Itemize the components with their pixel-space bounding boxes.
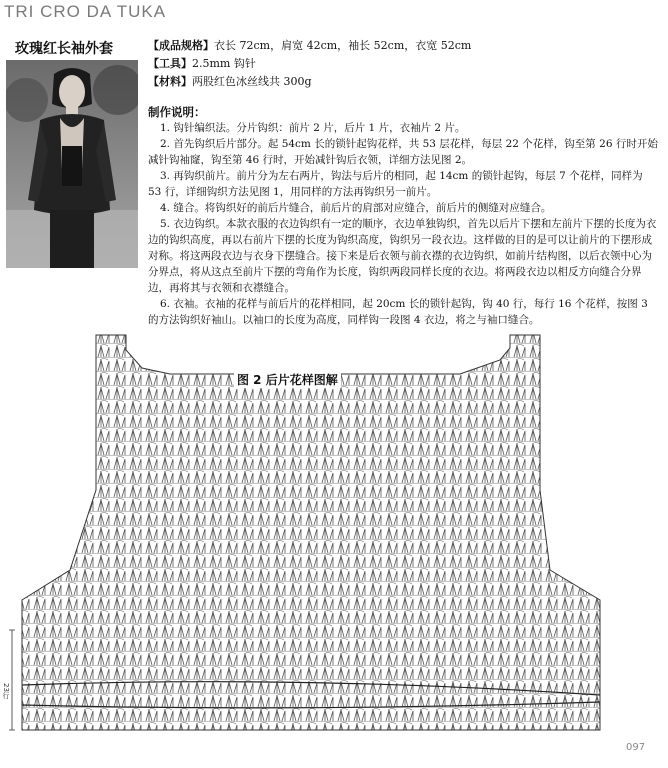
instruction-step: 1. 钩针编织法。分片钩织：前片 2 片，后片 1 片，衣袖片 2 片。: [160, 122, 466, 134]
spec-tools: 【工具】2.5mm 钩针: [148, 57, 256, 70]
instructions-heading: 制作说明：: [148, 105, 206, 119]
page-number: 097: [626, 742, 646, 753]
row-count-label: 23行: [2, 683, 10, 699]
model-photo: [6, 60, 138, 268]
specs-block: [148, 37, 658, 91]
instruction-step: 5. 衣边钩织。本款衣服的衣边钩织有一定的顺序，衣边单独钩织，首先以后片下摆和左前片下摆的长度为衣边的钩织高度，再以右前片下摆的长度为钩织高度，钩织另一段衣边。这样做的目的是可以让前片的下摆形成对称。将这两段衣边与衣身下摆缝合。接下来是后衣领与前衣襟的衣边钩织，如前片结构图，以后衣领中心为分界点，将从这点至前片下摆的弯角作为长度，钩织两段同样长度的衣边。将两段衣边以相反方向缝合分界边，再将其与衣领和衣襟缝合。: [148, 218, 657, 294]
instruction-step: 2. 首先钩织后片部分。起 54cm 长的锁针起钩花样，共 53 层花样，每层 22 个花样，钩至第 26 行时开始减针钩袖窿，钩至第 46 行时，开始减针钩后衣领，详细方法见图 2。: [148, 138, 658, 166]
instructions-body: [148, 120, 658, 328]
instruction-step: 4. 缝合。将钩织好的前后片缝合，前后片的肩部对应缝合，前后片的侧缝对应缝合。: [160, 202, 552, 214]
crochet-chart: [0, 330, 668, 760]
spec-materials: 【材料】两股红色冰丝线共 300g: [148, 75, 312, 88]
chart-caption: 图 2 后片花样图解: [234, 371, 341, 388]
page-title: 玫瑰红长袖外套: [15, 41, 113, 57]
instruction-step: 3. 再钩织前片。前片分为左右两片，钩法与后片的相同，起 14cm 的锁针起钩，每层 7 个花样，同样为 53 行，详细钩织方法见图 1，用同样的方法再钩织另一前片。: [148, 170, 643, 198]
watermark: TRI CRO DA TUKA: [4, 2, 167, 21]
spec-size: 【成品规格】衣长 72cm，肩宽 42cm，袖长 52cm，衣宽 52cm: [148, 39, 472, 52]
instruction-step: 6. 衣袖。衣袖的花样与前后片的花样相同，起 20cm 长的锁针起钩，钩 40 行，每行 16 个花样，按图 3 的方法钩织好袖山。以袖口的长度为高度，同样钩一段图 4 衣边，将之与袖口缝合。: [148, 298, 648, 326]
